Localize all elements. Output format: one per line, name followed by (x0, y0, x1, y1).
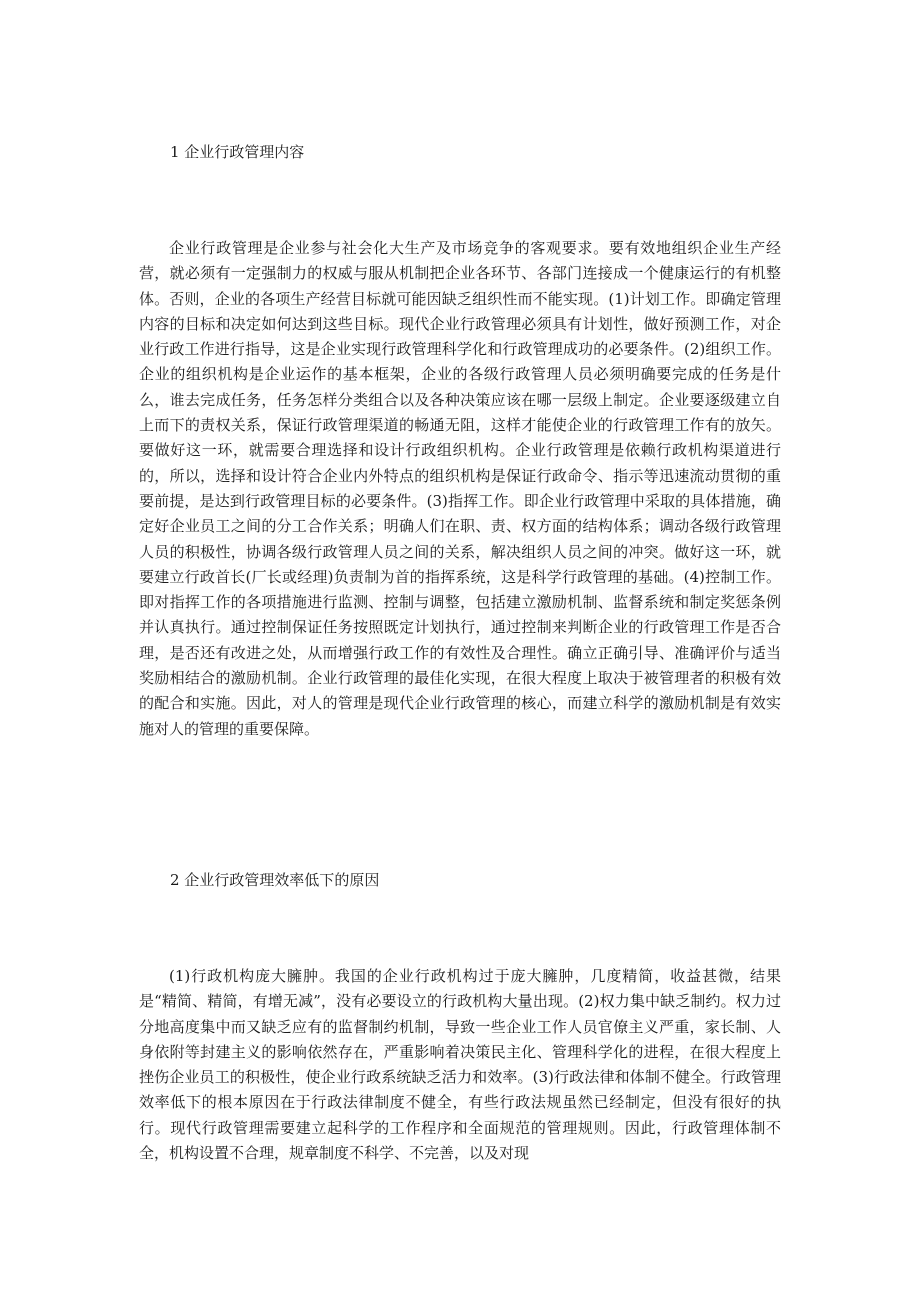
section-2-heading: 2 企业行政管理效率低下的原因 (170, 871, 380, 889)
section-2-paragraph: (1)行政机构庞大臃肿。我国的企业行政机构过于庞大臃肿，几度精简，收益甚微，结果是“精简、精简，有增无减”，没有必要设立的行政机构大量出现。(2)权力集中缺乏制约。权力过分地高度集中而又缺乏应有的监督制约机制，导致一些企业工作人员官僚主义严重，家长制、人身依附等封建主义的影响依然存在，严重影响着决策民主化、管理科学化的进程，在很大程度上挫伤企业员工的积极性，使企业行政系统缺乏活力和效率。(3)行政法律和体制不健全。行政管理效率低下的根本原因在于行政法律制度不健全，有些行政法规虽然已经制定，但没有很好的执行。现代行政管理需要建立起科学的工作程序和全面规范的管理规则。因此，行政管理体制不全，机构设置不合理，规章制度不科学、不完善，以及对现 (139, 967, 781, 1163)
section-1-heading: 1 企业行政管理内容 (170, 143, 305, 161)
section-1-paragraph: 企业行政管理是企业参与社会化大生产及市场竞争的客观要求。要有效地组织企业生产经营，就必须有一定强制力的权威与服从机制把企业各环节、各部门连接成一个健康运行的有机整体。否则，企业的各项生产经营目标就可能因缺乏组织性而不能实现。(1)计划工作。即确定管理内容的目标和决定如何达到这些目标。现代企业行政管理必须具有计划性，做好预测工作，对企业行政工作进行指导，这是企业实现行政管理科学化和行政管理成功的必要条件。(2)组织工作。企业的组织机构是企业运作的基本框架，企业的各级行政管理人员必须明确要完成的任务是什么，谁去完成任务，任务怎样分类组合以及各种决策应该在哪一层级上制定。企业要逐级建立自上而下的责权关系，保证行政管理渠道的畅通无阻，这样才能使企业的行政管理工作有的放矢。要做好这一环，就需要合理选择和设计行政组织机构。企业行政管理是依赖行政机构渠道进行的，所以，选择和设计符合企业内外特点的组织机构是保证行政命令、指示等迅速流动贯彻的重要前提，是达到行政管理目标的必要条件。(3)指挥工作。即企业行政管理中采取的具体措施，确定好企业员工之间的分工合作关系；明确人们在职、责、权方面的结构体系；调动各级行政管理人员的积极性，协调各级行政管理人员之间的关系，解决组织人员之间的冲突。做好这一环，就要建立行政首长(厂长或经理)负责制为首的指挥系统，这是科学行政管理的基础。(4)控制工作。即对指挥工作的各项措施进行监测、控制与调整，包括建立激励机制、监督系统和制定奖惩条例并认真执行。通过控制保证任务按照既定计划执行，通过控制来判断企业的行政管理工作是否合理，是否还有改进之处，从而增强行政工作的有效性及合理性。确立正确引导、准确评价与适当奖励相结合的激励机制。企业行政管理的最佳化实现，在很大程度上取决于被管理者的积极有效的配合和实施。因此，对人的管理是现代企业行政管理的核心，而建立科学的激励机制是有效实施对人的管理的重要保障。 (139, 239, 781, 738)
